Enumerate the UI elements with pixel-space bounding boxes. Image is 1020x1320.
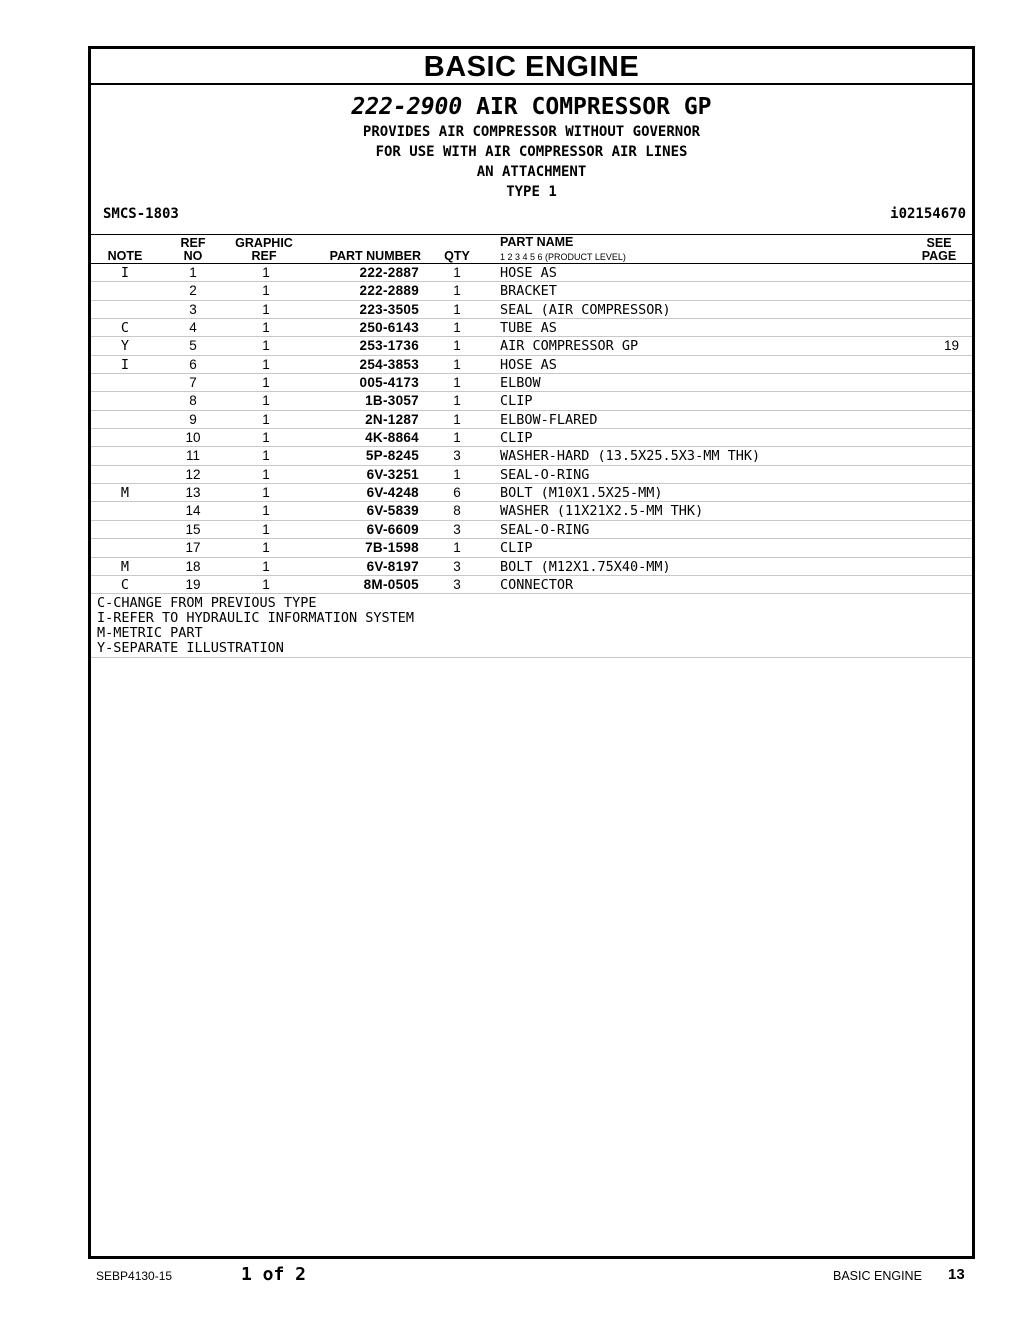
group-type: TYPE 1 (506, 184, 557, 200)
column-headers (91, 235, 972, 264)
notes-legend (91, 594, 972, 658)
qty-cell: 1 (453, 338, 461, 354)
qty-cell: 1 (453, 466, 461, 482)
table-row (91, 429, 972, 447)
qty-cell: 1 (453, 283, 461, 299)
smcs-code: SMCS-1803 (103, 206, 179, 222)
part-name-cell: TUBE AS (500, 320, 557, 337)
ref-no-cell: 15 (185, 521, 201, 537)
note-cell: C (120, 576, 130, 593)
part-number-cell: 4K-8864 (365, 430, 419, 446)
part-name-cell: CLIP (500, 540, 533, 557)
table-row (91, 356, 972, 374)
part-name-cell: AIR COMPRESSOR GP (500, 338, 639, 355)
part-number-cell: 1B-3057 (365, 393, 419, 409)
part-number-cell: 254-3853 (359, 356, 419, 372)
ref-no-cell: 10 (185, 430, 201, 446)
group-description-line: AN ATTACHMENT (476, 164, 587, 180)
graphic-ref-cell: 1 (262, 283, 270, 299)
col-graphic-bottom: REF (251, 249, 277, 263)
note-cell: M (120, 485, 130, 502)
see-page-cell: 19 (943, 338, 959, 354)
part-number-cell: 8M-0505 (363, 576, 419, 592)
graphic-ref-cell: 1 (262, 301, 270, 317)
graphic-ref-cell: 1 (262, 448, 270, 464)
group-description-line: PROVIDES AIR COMPRESSOR WITHOUT GOVERNOR (362, 124, 701, 140)
part-number-cell: 5P-8245 (365, 448, 419, 464)
ref-no-cell: 13 (185, 485, 201, 501)
qty-cell: 3 (453, 558, 461, 574)
part-name-cell: CONNECTOR (500, 576, 574, 593)
product-levels: 1 2 3 4 5 6 (PRODUCT LEVEL) (500, 252, 626, 262)
table-row (91, 447, 972, 465)
table-row (91, 484, 972, 502)
part-name-cell: SEAL-O-RING (500, 466, 590, 483)
table-row (91, 374, 972, 392)
footer-page-of: 1 of 2 (241, 1264, 307, 1285)
part-name-cell: ELBOW (500, 375, 541, 392)
part-name-cell: HOSE AS (500, 356, 557, 373)
qty-cell: 8 (453, 503, 461, 519)
qty-cell: 1 (453, 393, 461, 409)
col-part-name: PART NAME (500, 235, 574, 249)
ref-no-cell: 2 (189, 283, 197, 299)
note-line: I-REFER TO HYDRAULIC INFORMATION SYSTEM (97, 610, 414, 627)
graphic-ref-cell: 1 (262, 375, 270, 391)
footer-page-number: 13 (948, 1266, 965, 1283)
graphic-ref-cell: 1 (262, 540, 270, 556)
note-cell: C (120, 320, 130, 337)
part-name-cell: HOSE AS (500, 265, 557, 281)
part-name-cell: WASHER (11X21X2.5-MM THK) (500, 503, 704, 520)
group-title (91, 93, 972, 121)
part-number-cell: 6V-8197 (366, 558, 419, 574)
table-row (91, 558, 972, 576)
part-number-cell: 223-3505 (359, 301, 419, 317)
graphic-ref-cell: 1 (262, 521, 270, 537)
part-number-cell: 6V-4248 (366, 485, 419, 501)
col-graphic-top: GRAPHIC (235, 236, 293, 250)
note-line: Y-SEPARATE ILLUSTRATION (97, 640, 284, 657)
graphic-ref-cell: 1 (262, 558, 270, 574)
qty-cell: 3 (453, 521, 461, 537)
qty-cell: 1 (453, 301, 461, 317)
qty-cell: 1 (453, 265, 461, 280)
illustration-id: i02154670 (890, 206, 966, 222)
qty-cell: 3 (453, 576, 461, 592)
table-row (91, 319, 972, 337)
graphic-ref-cell: 1 (262, 411, 270, 427)
part-name-cell: WASHER-HARD (13.5X25.5X3-MM THK) (500, 448, 761, 465)
ref-no-cell: 19 (185, 576, 201, 592)
part-name-cell: BOLT (M12X1.75X40-MM) (500, 558, 671, 575)
table-row (91, 521, 972, 539)
note-cell: I (120, 356, 130, 373)
table-row (91, 282, 972, 300)
ref-no-cell: 1 (189, 265, 197, 280)
graphic-ref-cell: 1 (262, 393, 270, 409)
col-ref-bottom: NO (183, 249, 203, 263)
ref-no-cell: 6 (189, 356, 197, 372)
col-see-top: SEE (926, 236, 952, 250)
table-row (91, 301, 972, 319)
group-name: AIR COMPRESSOR GP (476, 94, 712, 120)
group-description-line: FOR USE WITH AIR COMPRESSOR AIR LINES (375, 144, 688, 160)
col-ref-top: REF (180, 236, 206, 250)
table-row (91, 576, 972, 594)
part-number-cell: 005-4173 (359, 375, 419, 391)
note-cell: M (120, 558, 130, 575)
parts-list-frame (88, 46, 975, 1259)
part-name-cell: SEAL (AIR COMPRESSOR) (500, 301, 671, 318)
ref-no-cell: 12 (185, 466, 201, 482)
group-header (91, 85, 972, 235)
col-see-bottom: PAGE (921, 249, 957, 263)
note-cell: I (120, 265, 130, 281)
note-line: C-CHANGE FROM PREVIOUS TYPE (97, 595, 317, 612)
table-row (91, 466, 972, 484)
qty-cell: 1 (453, 356, 461, 372)
qty-cell: 1 (453, 540, 461, 556)
col-part-number: PART NUMBER (329, 249, 421, 263)
graphic-ref-cell: 1 (262, 430, 270, 446)
graphic-ref-cell: 1 (262, 265, 270, 280)
part-number-cell: 2N-1287 (365, 411, 419, 427)
part-name-cell: CLIP (500, 393, 533, 410)
part-name-cell: BRACKET (500, 283, 557, 300)
part-name-cell: BOLT (M10X1.5X25-MM) (500, 485, 663, 502)
graphic-ref-cell: 1 (262, 338, 270, 354)
qty-cell: 1 (453, 411, 461, 427)
part-number-cell: 6V-6609 (366, 521, 419, 537)
table-row (91, 337, 972, 355)
ref-no-cell: 18 (185, 558, 201, 574)
ref-no-cell: 8 (189, 393, 197, 409)
graphic-ref-cell: 1 (262, 320, 270, 336)
ref-no-cell: 17 (185, 540, 201, 556)
footer-section: BASIC ENGINE (833, 1269, 922, 1283)
qty-cell: 3 (453, 448, 461, 464)
ref-no-cell: 7 (189, 375, 197, 391)
col-note: NOTE (107, 249, 143, 263)
ref-no-cell: 9 (189, 411, 197, 427)
graphic-ref-cell: 1 (262, 485, 270, 501)
part-number-cell: 222-2887 (359, 265, 419, 280)
qty-cell: 1 (453, 375, 461, 391)
parts-table (91, 264, 972, 594)
part-number-cell: 6V-3251 (366, 466, 419, 482)
ref-no-cell: 3 (189, 301, 197, 317)
table-row (91, 392, 972, 410)
table-row (91, 411, 972, 429)
ref-no-cell: 11 (185, 448, 200, 464)
note-line: M-METRIC PART (97, 625, 203, 642)
part-number-cell: 253-1736 (359, 338, 419, 354)
part-number-cell: 250-6143 (359, 320, 419, 336)
graphic-ref-cell: 1 (262, 356, 270, 372)
footer-doc-code: SEBP4130-15 (96, 1269, 173, 1283)
table-row (91, 264, 972, 282)
part-number-cell: 7B-1598 (365, 540, 419, 556)
graphic-ref-cell: 1 (262, 503, 270, 519)
qty-cell: 6 (453, 485, 461, 501)
group-number: 222-2900 (351, 94, 463, 120)
col-qty: QTY (444, 249, 470, 263)
note-cell: Y (120, 338, 130, 355)
part-number-cell: 222-2889 (359, 283, 419, 299)
part-number-cell: 6V-5839 (366, 503, 419, 519)
part-name-cell: CLIP (500, 430, 533, 447)
ref-no-cell: 5 (189, 338, 197, 354)
table-row (91, 502, 972, 520)
part-name-cell: SEAL-O-RING (500, 521, 590, 538)
graphic-ref-cell: 1 (262, 466, 270, 482)
part-name-cell: ELBOW-FLARED (500, 411, 598, 428)
ref-no-cell: 4 (189, 320, 197, 336)
graphic-ref-cell: 1 (262, 576, 270, 592)
section-title: BASIC ENGINE (91, 49, 972, 85)
ref-no-cell: 14 (185, 503, 201, 519)
qty-cell: 1 (453, 320, 461, 336)
qty-cell: 1 (453, 430, 461, 446)
table-row (91, 539, 972, 557)
